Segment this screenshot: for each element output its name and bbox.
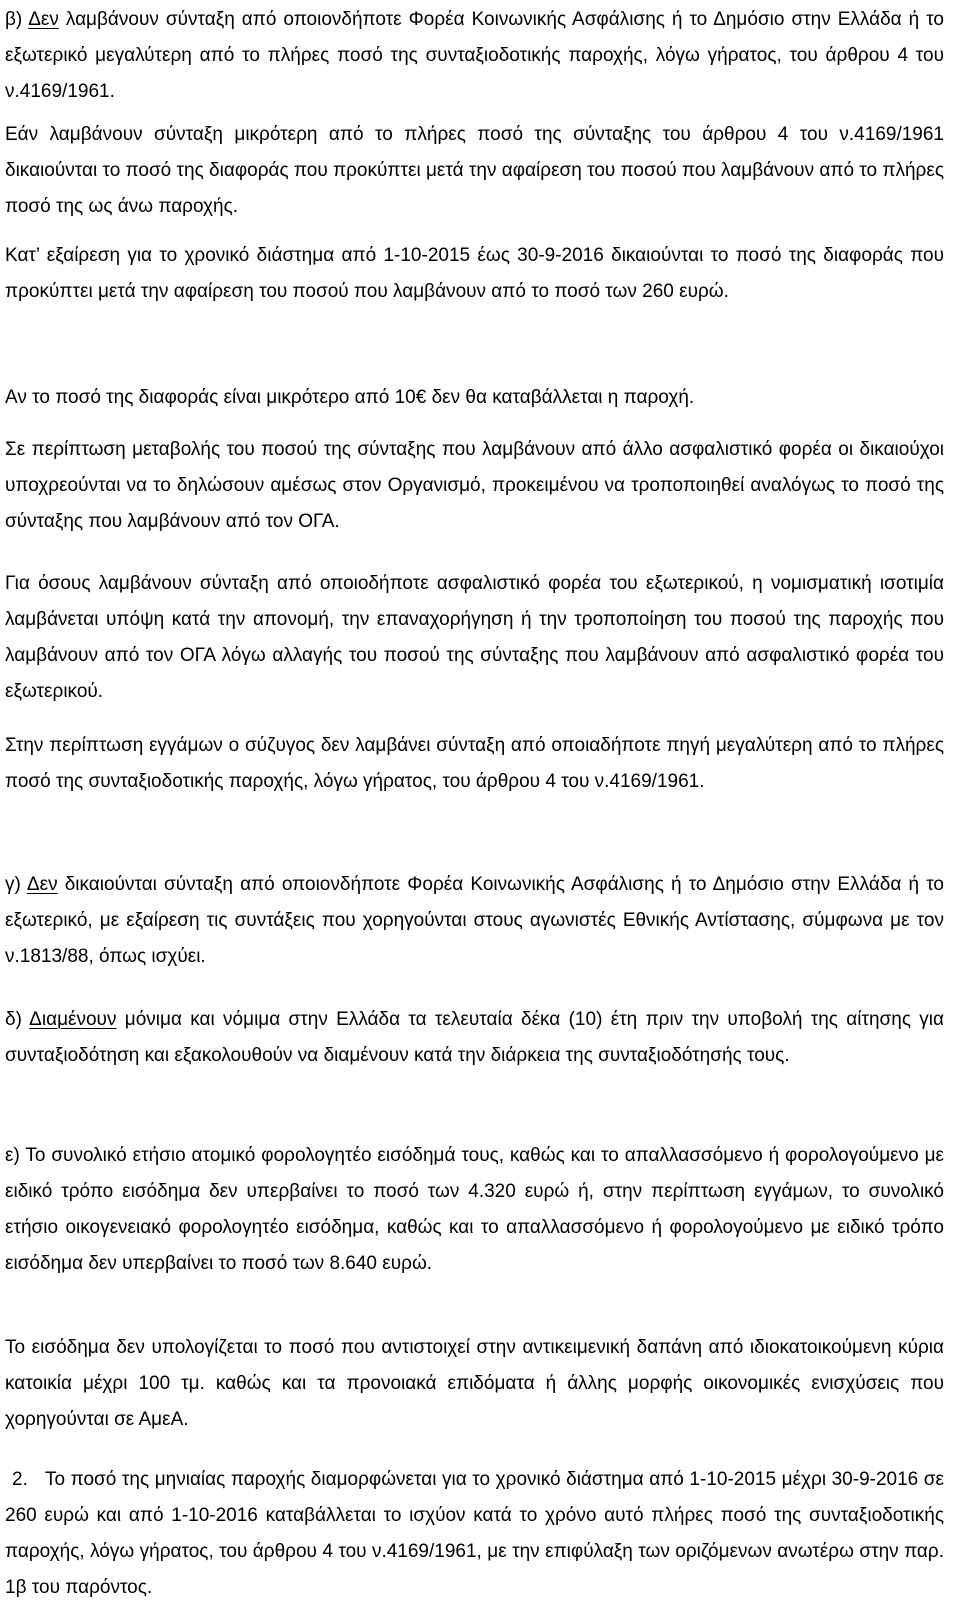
paragraph-married: Στην περίπτωση εγγάμων ο σύζυγος δεν λαμβάνει σύνταξη από οποιαδήποτε πηγή μεγαλύτερη από το πλήρες ποσό της συνταξιοδοτικής παροχής, λόγω γήρατος, του άρθρου 4 του ν.4169/1961. xyxy=(5,735,944,792)
item-first-word-b: Δεν xyxy=(28,9,59,30)
numbered-item-2-text: Το ποσό της μηνιαίας παροχής διαμορφώνεται για το χρονικό διάστημα από 1-10-2015 μέχρι 30-9-2016 σε 260 ευρώ και από 1-10-2016 καταβάλλεται το ισχύον κατά το χρόνο αυτό πλήρες ποσό της συνταξιοδοτικής παροχής, λόγω γήρατος, του άρθρου 4 του ν.4169/1961, με την επιφύλαξη των οριζόμενων ανωτέρω στην παρ. 1β του παρόντος. xyxy=(5,1469,944,1598)
paragraph-d xyxy=(5,1002,944,1074)
paragraph-change-of-pension: Σε περίπτωση μεταβολής του ποσού της σύνταξης που λαμβάνουν από άλλο ασφαλιστικό φορέα οι δικαιούχοι υποχρεούνται να το δηλώσουν αμέσως στον Οργανισμό, προκειμένου να τροποποιηθεί αναλόγως το ποσό της σύνταξης που λαμβάνουν από τον ΟΓΑ. xyxy=(5,439,944,532)
item-label-c: γ) xyxy=(5,874,21,895)
paragraph-minimum-difference: Αν το ποσό της διαφοράς είναι μικρότερο από 10€ δεν θα καταβάλλεται η παροχή. xyxy=(5,387,695,408)
paragraph-c-text: δικαιούνται σύνταξη από οποιονδήποτε Φορέα Κοινωνικής Ασφάλισης ή το Δημόσιο στην Ελλάδα ή το εξωτερικό, με εξαίρεση τις συντάξεις που χορηγούνται στους αγωνιστές Εθνικής Αντίστασης, σύμφωνα με τον ν.1813/88, όπως ισχύει. xyxy=(5,874,945,967)
paragraph-d-text: μόνιμα και νόμιμα στην Ελλάδα τα τελευταία δέκα (10) έτη πριν την υποβολή της αίτησης για συνταξιοδότηση και εξακολουθούν να διαμένουν κατά την διάρκεια της συνταξιοδότησής τους. xyxy=(5,1009,945,1066)
paragraph-smaller-pension: Εάν λαμβάνουν σύνταξη μικρότερη από το πλήρες ποσό της σύνταξης του άρθρου 4 του ν.4169/1961 δικαιούνται το ποσό της διαφοράς που προκύπτει μετά την αφαίρεση του ποσού που λαμβάνουν από το πλήρες ποσό της ως άνω παροχής. xyxy=(5,124,944,217)
paragraph-b xyxy=(5,2,944,110)
item-label-b: β) xyxy=(5,9,23,30)
item-number-2: 2. xyxy=(12,1469,28,1490)
paragraph-e-income: ε) Το συνολικό ετήσιο ατομικό φορολογητέο εισόδημά τους, καθώς και το απαλλασσόμενο ή φορολογούμενο με ειδικό τρόπο εισόδημα δεν υπερβαίνει το ποσό των 4.320 ευρώ ή, στην περίπτωση εγγάμων, το συνολικό ετήσιο οικογενειακό φορολογητέο εισόδημα, καθώς και το απαλλασσόμενο ή φορολογούμενο με ειδικό τρόπο εισόδημα δεν υπερβαίνει το ποσό των 8.640 ευρώ. xyxy=(5,1145,944,1274)
item-first-word-c: Δεν xyxy=(26,874,58,895)
paragraph-exception: Κατ’ εξαίρεση για το χρονικό διάστημα από 1-10-2015 έως 30-9-2016 δικαιούνται το ποσό της διαφοράς που προκύπτει μετά την αφαίρεση του ποσού που λαμβάνουν από το ποσό των 260 ευρώ. xyxy=(5,245,944,302)
paragraph-b-text: λαμβάνουν σύνταξη από οποιονδήποτε Φορέα Κοινωνικής Ασφάλισης ή το Δημόσιο στην Ελλάδα ή το εξωτερικό μεγαλύτερη από το πλήρες ποσό της συνταξιοδοτικής παροχής, λόγω γήρατος, του άρθρου 4 του ν.4169/1961. xyxy=(5,9,944,102)
item-first-word-d: Διαμένουν xyxy=(29,1009,117,1030)
numbered-item-2 xyxy=(5,1462,944,1606)
paragraph-foreign-pension: Για όσους λαμβάνουν σύνταξη από οποιοδήποτε ασφαλιστικό φορέα του εξωτερικού, η νομισματική ισοτιμία λαμβάνεται υπόψη κατά την απονομή, την επαναχορήγηση ή την τροποποίηση του ποσού της παροχής που λαμβάνουν από τον ΟΓΑ λόγω αλλαγής του ποσού της σύνταξης που λαμβάνουν από ασφαλιστικό φορέα του εξωτερικού. xyxy=(5,573,944,702)
item-label-d: δ) xyxy=(5,1009,22,1030)
paragraph-c xyxy=(5,867,944,975)
paragraph-income-exclusions: Το εισόδημα δεν υπολογίζεται το ποσό που αντιστοιχεί στην αντικειμενική δαπάνη από ιδιοκατοικούμενη κύρια κατοικία μέχρι 100 τμ. καθώς και τα προνοιακά επιδόματα ή άλλης μορφής οικονομικές ενισχύσεις που χορηγούνται σε ΑμεΑ. xyxy=(5,1337,944,1430)
